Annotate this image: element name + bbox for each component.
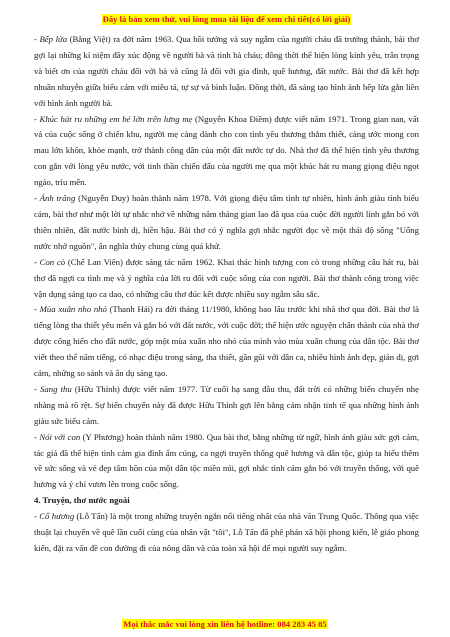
story-title: Cố hương	[39, 511, 75, 522]
paragraph-bep-lua: - Bếp lửa (Bằng Việt) ra đời năm 1963. Qua hồi tưởng và suy ngẫm của người cháu đã trưởng thành, bài thơ gợi lại những kỉ niệm đầy xúc động về người bà và tình bà cháu; đồng thời thể hiện lòng kính yêu, trân trọng và biết ơn của người cháu đối với bà và cũng là đối với gia đình, quê hương, đất nước. Bài thơ đã kết hợp nhuần nhuyễn giữa biểu cảm với miêu tả, tự sự và bình luận. Đồng thời, đã sáng tạo hình ảnh bếp lửa gắn liền với hình ảnh người bà.	[34, 34, 419, 108]
paragraph-text: (Thanh Hải) ra đời tháng 11/1980, không bao lâu trước khi nhà thơ qua đời. Bài thơ là tiếng lòng tha thiết yêu mến và gắn bó với đất nước, với cuộc đời; thể hiện ước nguyện chân thành của nhà thơ được cống hiến cho đất nước, góp một mùa xuân nho nhỏ của mình vào mùa xuân chung của dân tộc. Bài thơ viết theo thể năm tiếng, có nhạc điệu trong sáng, tha thiết, gần gũi với dân ca, nhiều hình ảnh đẹp, giản dị, gợi cảm, những so sánh và ẩn dụ sáng tạo.	[34, 304, 420, 379]
paragraph-text: (Lỗ Tấn) là một trong những truyện ngắn nổi tiếng nhất của nhà văn Trung Quốc. Thông qua việc thuật lại chuyến về quê lần cuối cùng của nhân vật "tôi", Lỗ Tấn đã phê phán xã hội phong kiến, lễ giáo phong kiến, đặt ra vấn đề con đường đi của nông dân và của toàn xã hội để mọi người suy ngẫm.	[34, 511, 419, 553]
paragraph-noi-voi-con: - Nói với con (Y Phương) hoàn thành năm 1980. Qua bài thơ, bằng những từ ngữ, hình ảnh giàu sức gợi cảm, tác giả đã thể hiện tình cảm gia đình ấm cúng, ca ngợi truyền thống quê hương và dân tộc, giúp ta hiểu thêm về sức sống và vẻ đẹp tâm hồn của một dân tộc miền núi, gợi nhắc tình cảm gắn bó với truyền thống, với quê hương và ý chí vươn lên trong cuộc sống.	[34, 431, 419, 490]
paragraph-text: (Y Phương) hoàn thành năm 1980. Qua bài thơ, bằng những từ ngữ, hình ảnh giàu sức gợi cảm, tác giả đã thể hiện tình cảm gia đình ấm cúng, ca ngợi truyền thống quê hương và dân tộc, giúp ta hiểu thêm về sức sống và vẻ đẹp tâm hồn của một dân tộc miền núi, gợi nhắc tình cảm gắn bó với truyền thống, với quê hương và ý chí vươn lên trong cuộc sống.	[34, 431, 419, 490]
paragraph-text: (Bằng Việt) ra đời năm 1963. Qua hồi tưởng và suy ngẫm của người cháu đã trưởng thành, bài thơ gợi lại những kỉ niệm đầy xúc động về người bà và tình bà cháu; đồng thời thể hiện lòng kính yêu, trân trọng và biết ơn của người cháu đối với bà và cũng là đối với gia đình, quê hương, đất nước. Bài thơ đã kết hợp nhuần nhuyễn giữa biểu cảm với miêu tả, tự sự và bình luận. Đồng thời, đã sáng tạo hình ảnh bếp lửa gắn liền với hình ảnh người bà.	[34, 34, 419, 108]
poem-title: Mùa xuân nho nhỏ	[39, 304, 107, 315]
poem-title: Sang thu	[40, 383, 72, 394]
paragraph-text: (Nguyễn Duy) hoàn thành năm 1978. Với giọng điệu tâm tình tự nhiên, hình ảnh giàu tính biểu cảm, bài thơ như một lời tự nhắc nhở về những năm tháng gian lao đã qua của cuộc đời người lính gắn bó với thiên nhiên, đất nước bình dị, hiền hậu. Bài thơ có ý nghĩa gợi nhắc người đọc về một thái độ sống "Uống nước nhớ nguồn", ân nghĩa thủy chung cùng quá khứ.	[34, 193, 419, 251]
hotline-banner: Mọi thắc mắc vui lòng xin liên hệ hotline: 084 283 45 85	[123, 619, 327, 629]
paragraph-sang-thu: - Sang thu (Hữu Thỉnh) được viết năm 1977. Từ cuối hạ sang đầu thu, đất trời có những biến chuyển nhẹ nhàng mà rõ rệt. Sự biến chuyển này đã được Hữu Thỉnh gợi lên bằng cảm nhận tinh tế qua những hình ảnh giàu sức biểu cảm.	[34, 383, 419, 426]
paragraph-anh-trang: - Ánh trăng (Nguyễn Duy) hoàn thành năm 1978. Với giọng điệu tâm tình tự nhiên, hình ảnh giàu tính biểu cảm, bài thơ như một lời tự nhắc nhở về những năm tháng gian lao đã qua của cuộc đời người lính gắn bó với thiên nhiên, đất nước bình dị, hiền hậu. Bài thơ có ý nghĩa gợi nhắc người đọc về một thái độ sống "Uống nước nhớ nguồn", ân nghĩa thủy chung cùng quá khứ.	[34, 193, 419, 251]
poem-title: Con cò	[39, 256, 66, 267]
paragraph-mua-xuan: - Mùa xuân nho nhỏ (Thanh Hải) ra đời tháng 11/1980, không bao lâu trước khi nhà thơ qua đời. Bài thơ là tiếng lòng tha thiết yêu mến và gắn bó với đất nước, với cuộc đời; thể hiện ước nguyện chân thành của nhà thơ được cống hiến cho đất nước, góp một mùa xuân nho nhỏ của mình vào mùa xuân chung của dân tộc. Bài thơ viết theo thể năm tiếng, có nhạc điệu trong sáng, tha thiết, gần gũi với dân ca, nhiều hình ảnh đẹp, giản dị, gợi cảm, những so sánh và ẩn dụ sáng tạo.	[34, 304, 420, 379]
poem-title: Bếp lửa	[39, 34, 68, 44]
paragraph-text: (Nguyễn Khoa Điềm) được viết năm 1971. Trong gian nan, vất vả của cuộc sống ở chiến khu, người mẹ càng dành cho con tình yêu thương thắm thiết, càng ước mong con mau lớn khôn, khỏe mạnh, trở thành công dân của một đất nước tự do. Nhà thơ đã thể hiện tình yêu thương con gắn với lòng yêu nước, với tinh thần chiến đấu của người mẹ qua một khúc hát ru mang giọng điệu ngọt ngào, trìu mến.	[34, 113, 419, 188]
paragraph-con-co: - Con cò (Chế Lan Viên) được sáng tác năm 1962. Khai thác hình tượng con cò trong những câu hát ru, bài thơ đã ngợi ca tình mẹ và ý nghĩa của lời ru đối với cuộc sống của con người. Bài thơ thành công trong việc vận dụng sáng tạo ca dao, có những câu thơ đúc kết được nhiều suy ngẫm sâu sắc.	[34, 256, 419, 299]
footer	[0, 614, 450, 632]
poem-title: Nói với con	[39, 431, 81, 442]
paragraph-khuc-hat-ru: - Khúc hát ru những em bé lớn trên lưng mẹ (Nguyễn Khoa Điềm) được viết năm 1971. Trong gian nan, vất vả của cuộc sống ở chiến khu, người mẹ càng dành cho con tình yêu thương thắm thiết, càng ước mong con mau lớn khôn, khỏe mạnh, trở thành công dân của một đất nước tự do. Nhà thơ đã thể hiện tình yêu thương con gắn với lòng yêu nước, với tinh thần chiến đấu của người mẹ qua một khúc hát ru mang giọng điệu ngọt ngào, trìu mến.	[34, 113, 419, 188]
section-heading: 4. Truyện, thơ nước ngoài	[34, 495, 130, 506]
paragraph-text: (Chế Lan Viên) được sáng tác năm 1962. Khai thác hình tượng con cò trong những câu hát ru, bài thơ đã ngợi ca tình mẹ và ý nghĩa của lời ru đối với cuộc sống của con người. Bài thơ thành công trong việc vận dụng sáng tạo ca dao, có những câu thơ đúc kết được nhiều suy ngẫm sâu sắc.	[34, 256, 419, 299]
paragraph-text: (Hữu Thỉnh) được viết năm 1977. Từ cuối hạ sang đầu thu, đất trời có những biến chuyển nhẹ nhàng mà rõ rệt. Sự biến chuyển này đã được Hữu Thỉnh gợi lên bằng cảm nhận tinh tế qua những hình ảnh giàu sức biểu cảm.	[34, 383, 419, 426]
poem-title: Ánh trăng	[39, 193, 76, 204]
poem-title: Khúc hát ru những em bé lớn trên lưng mẹ	[39, 113, 193, 124]
preview-banner: Đây là bản xem thử, vui lòng mua tài liệu để xem chi tiết(có lời giải)	[102, 14, 351, 24]
paragraph-co-huong: - Cố hương (Lỗ Tấn) là một trong những truyện ngắn nổi tiếng nhất của nhà văn Trung Quốc. Thông qua việc thuật lại chuyến về quê lần cuối cùng của nhân vật "tôi", Lỗ Tấn đã phê phán xã hội phong kiến, lễ giáo phong kiến, đặt ra vấn đề con đường đi của nông dân và của toàn xã hội để mọi người suy ngẫm.	[34, 511, 419, 553]
